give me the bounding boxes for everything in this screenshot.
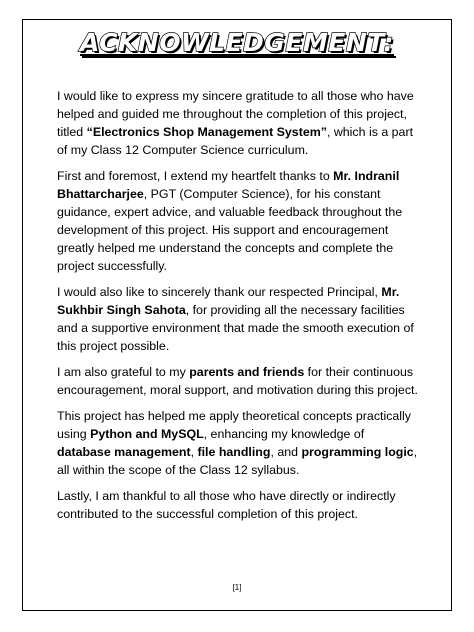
page-title: ACKNOWLEDGEMENT: — [80, 28, 394, 57]
paragraph-teacher — [57, 167, 419, 275]
text-run: for their continuous encouragement, moral support, and motivation during this project. — [57, 365, 418, 397]
acknowledgement-body — [57, 87, 419, 531]
text-run: Lastly, I am thankful to all those who have directly or indirectly contributed to the successful completion of this project. — [57, 489, 396, 521]
tech-stack: Python and MySQL — [90, 427, 204, 441]
text-run: I would also like to sincerely thank our respected Principal, — [57, 285, 382, 299]
text-run: First and foremost, I extend my heartfelt thanks to — [57, 169, 334, 183]
paragraph-family — [57, 363, 419, 399]
paragraph-skills — [57, 407, 419, 479]
paragraph-gratitude — [57, 87, 419, 159]
page-number: [1] — [232, 583, 242, 592]
principal-name: Mr. Sukhbir Singh Sahota — [57, 285, 400, 317]
family-mention: parents and friends — [189, 365, 305, 379]
text-run: , and — [270, 445, 302, 459]
text-run: This project has helped me apply theoretical concepts practically using — [57, 409, 412, 441]
skill-files: file handling — [197, 445, 271, 459]
text-run: , PGT (Computer Science), for his constant guidance, expert advice, and valuable feedback throughout the development of this project. His support and encouragement greatly helped me understand the concepts and complete the project successfully. — [57, 187, 403, 273]
teacher-name: Mr. Indranil Bhattarcharjee — [57, 169, 400, 201]
paragraph-principal — [57, 283, 419, 355]
skill-database: database management — [57, 445, 191, 459]
text-run: , enhancing my knowledge of — [203, 427, 365, 441]
skill-logic: programming logic — [301, 445, 414, 459]
text-run: , — [190, 445, 198, 459]
paragraph-closing — [57, 487, 419, 523]
text-run: , for providing all the necessary facilities and a supportive environment that made the smooth execution of this project possible. — [57, 303, 414, 353]
project-title: “Electronics Shop Management System” — [86, 125, 327, 139]
text-run: , all within the scope of the Class 12 syllabus. — [57, 445, 418, 477]
text-run: , which is a part of my Class 12 Computer Science curriculum. — [57, 125, 414, 157]
text-run: I would like to express my sincere gratitude to all those who have helped and guided me throughout the completion of this project, titled — [57, 89, 414, 139]
text-run: I am also grateful to my — [57, 365, 190, 379]
